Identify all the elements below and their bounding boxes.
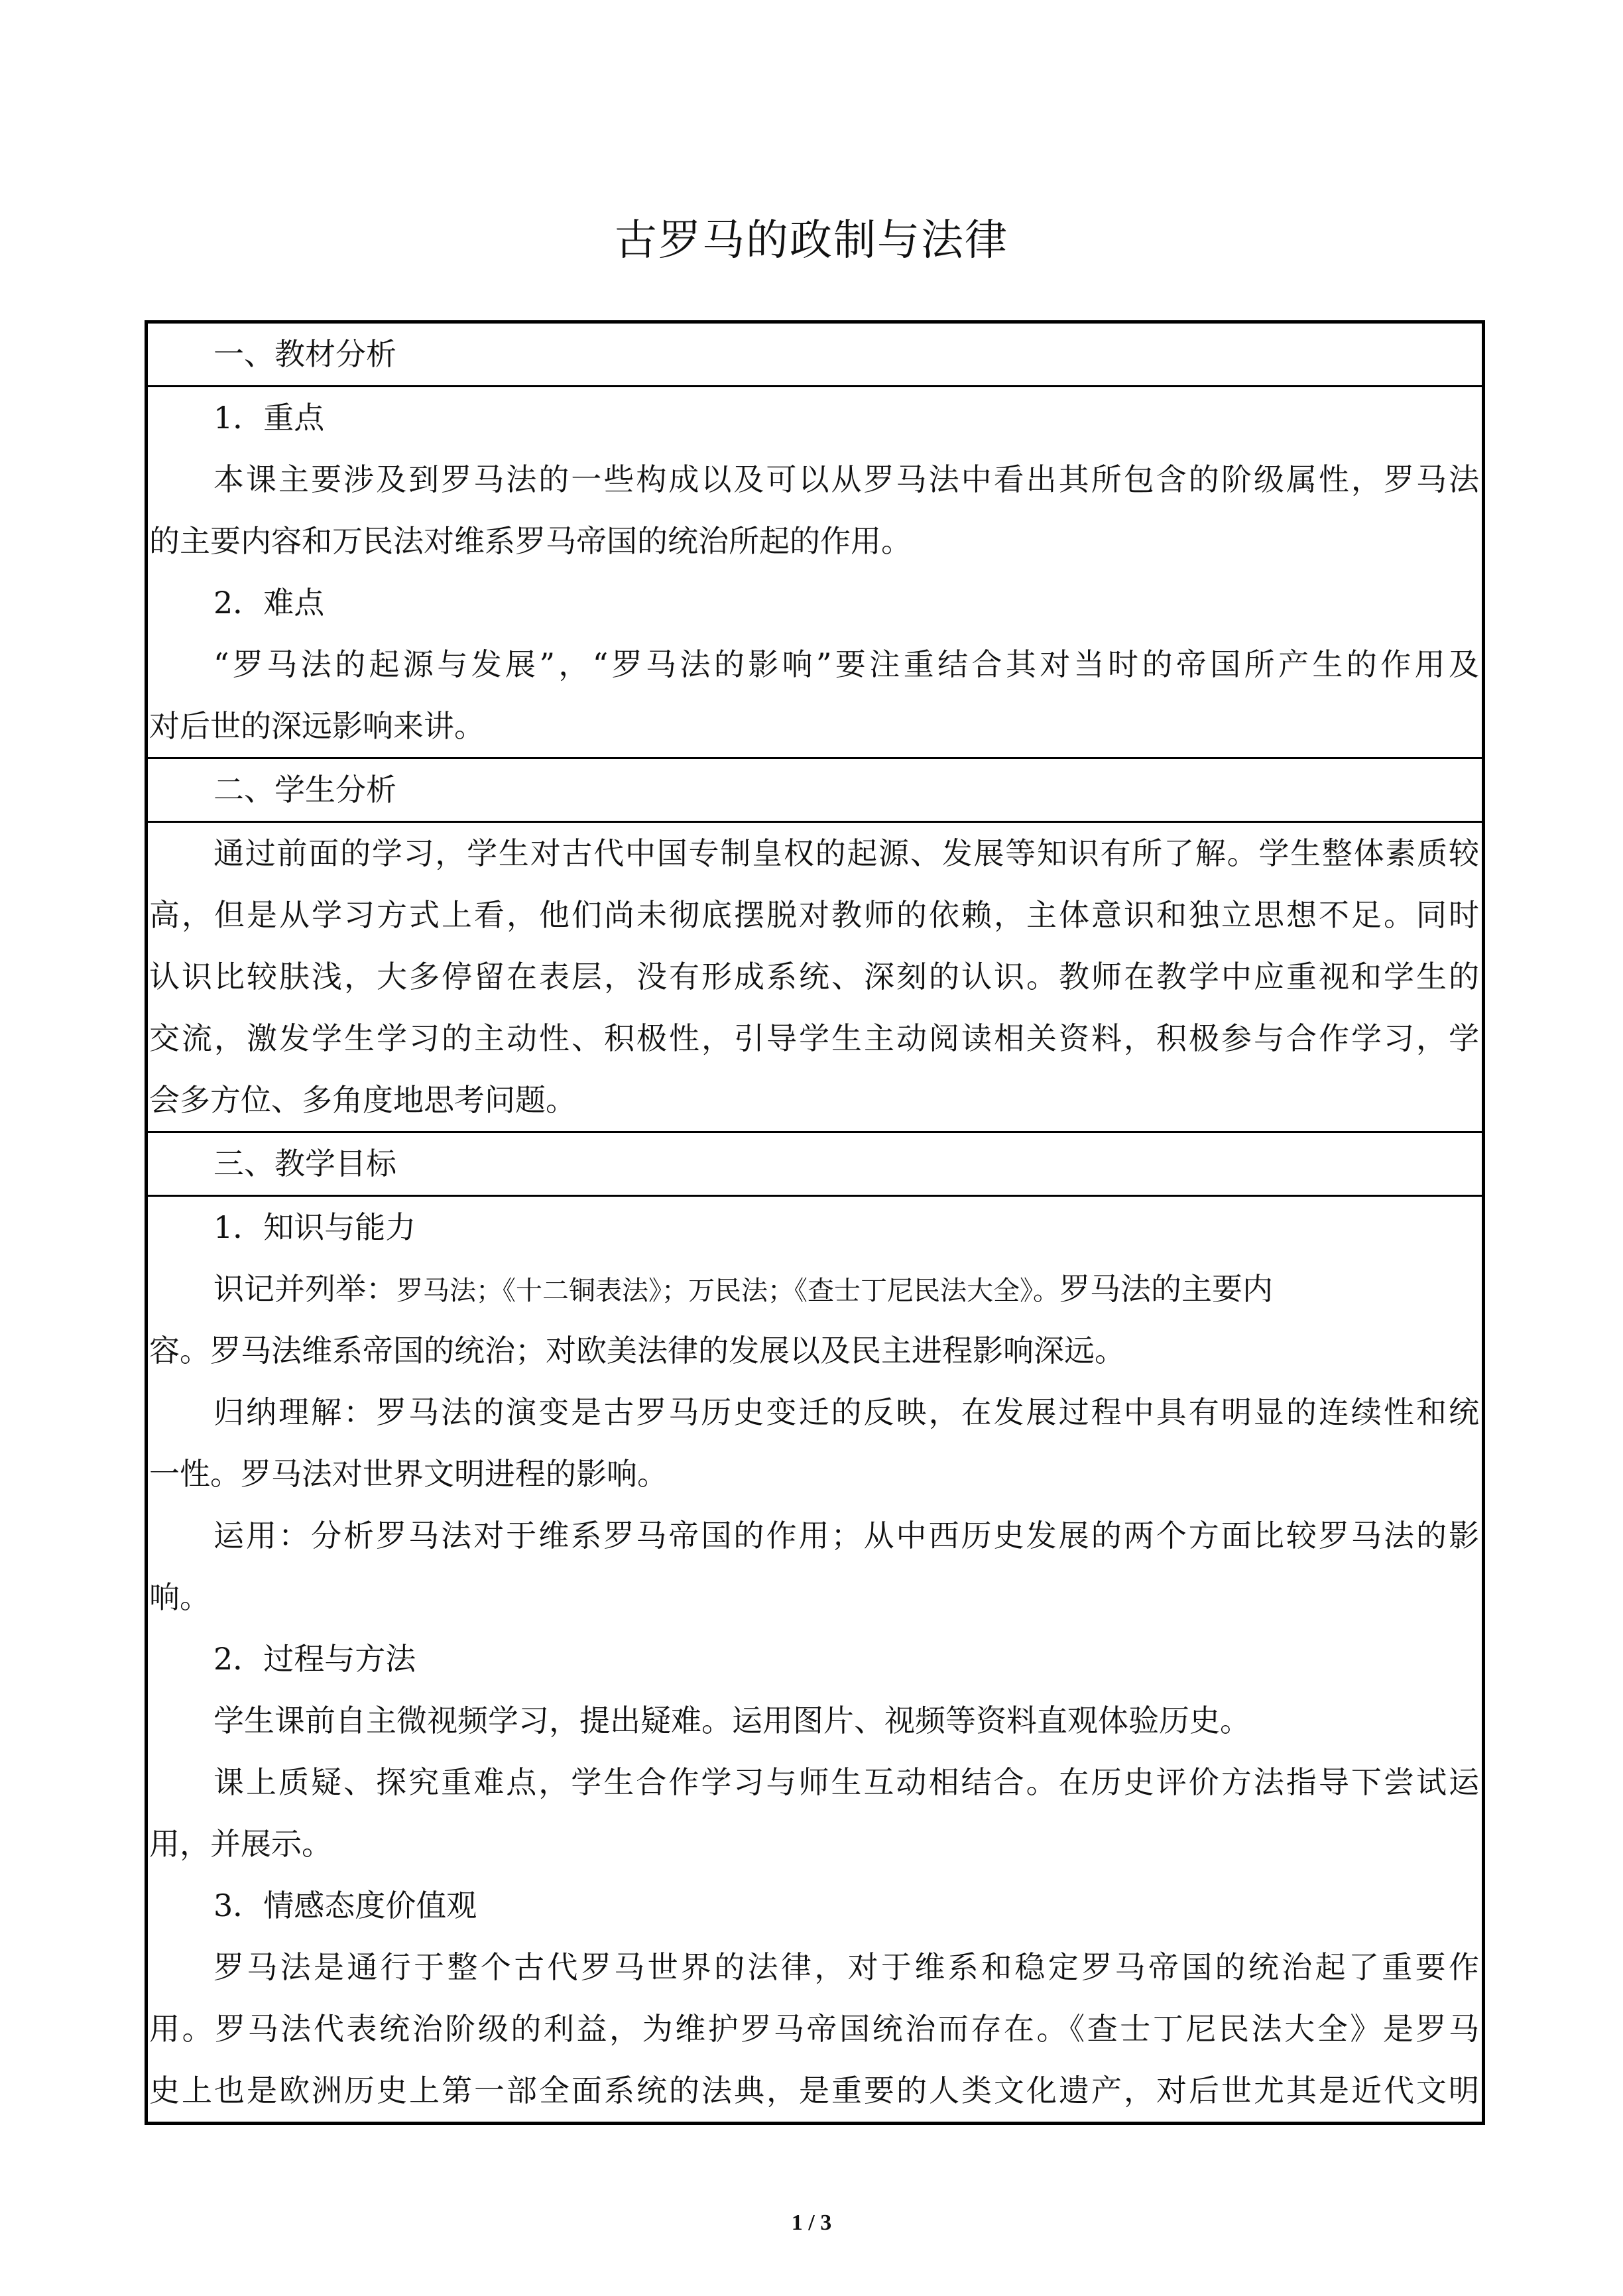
paragraph-line: 用，并展示。 <box>149 1826 332 1862</box>
paragraph-line: 容。罗马法维系帝国的统治；对欧美法律的发展以及民主进程影响深远。 <box>149 1333 1125 1368</box>
section-heading-row <box>148 324 1482 385</box>
subheading: 1．知识与能力 <box>213 1209 416 1245</box>
section-body-row <box>148 821 1482 1131</box>
section-body-row <box>148 385 1482 757</box>
section-heading-row <box>148 1131 1482 1195</box>
paragraph-line: 归纳理解：罗马法的演变是古罗马历史变迁的反映，在发展过程中具有明显的连续性和统 <box>213 1394 1479 1430</box>
section-heading: 二、学生分析 <box>213 772 396 808</box>
paragraph-line: 用。罗马法代表统治阶级的利益，为维护罗马帝国统治而存在。《查士丁尼民法大全》是罗马 <box>149 2011 1479 2047</box>
paragraph-line: 会多方位、多角度地思考问题。 <box>149 1082 576 1118</box>
paragraph-line: 史上也是欧洲历史上第一部全面系统的法典，是重要的人类文化遗产，对后世尤其是近代文明 <box>149 2073 1479 2108</box>
paragraph-line: 罗马法是通行于整个古代罗马世界的法律，对于维系和稳定罗马帝国的统治起了重要作 <box>213 1949 1479 1985</box>
subheading: 3．情感态度价值观 <box>213 1888 477 1923</box>
section-body-row <box>148 1195 1482 2122</box>
paragraph-line: 的主要内容和万民法对维系罗马帝国的统治所起的作用。 <box>149 523 912 559</box>
paragraph-line: 对后世的深远影响来讲。 <box>149 708 485 744</box>
paragraph-line: 通过前面的学习，学生对古代中国专制皇权的起源、发展等知识有所了解。学生整体素质较 <box>213 835 1479 871</box>
section-heading: 一、教材分析 <box>213 336 396 372</box>
text-run-small: 罗马法；《十二铜表法》；万民法；《查士丁尼民法大全》。 <box>396 1276 1059 1306</box>
page-number: 1 / 3 <box>791 2210 832 2235</box>
subheading: 2．难点 <box>213 585 325 621</box>
paragraph-line: 运用：分析罗马法对于维系罗马帝国的作用；从中西历史发展的两个方面比较罗马法的影 <box>213 1518 1479 1553</box>
paragraph-line: 一性。罗马法对世界文明进程的影响。 <box>149 1456 668 1492</box>
section-heading: 三、教学目标 <box>213 1146 396 1181</box>
text-run: 识记并列举： <box>213 1271 396 1307</box>
paragraph-line: 认识比较肤浅，大多停留在表层，没有形成系统、深刻的认识。教师在教学中应重视和学生的 <box>149 959 1479 995</box>
paragraph-line <box>148 1258 1482 1320</box>
paragraph-line: 学生课前自主微视频学习，提出疑难。运用图片、视频等资料直观体验历史。 <box>213 1703 1250 1738</box>
section-heading-row <box>148 757 1482 821</box>
text-run: 罗马法的主要内 <box>1059 1271 1273 1307</box>
paragraph-line: “罗马法的起源与发展”，“罗马法的影响”要注重结合其对当时的帝国所产生的作用及 <box>213 646 1479 682</box>
lesson-plan-table <box>145 320 1485 2125</box>
subheading: 2．过程与方法 <box>213 1641 416 1677</box>
paragraph-line: 响。 <box>149 1579 210 1615</box>
paragraph-line: 本课主要涉及到罗马法的一些构成以及可以从罗马法中看出其所包含的阶级属性，罗马法 <box>213 461 1479 497</box>
paragraph-line: 课上质疑、探究重难点，学生合作学习与师生互动相结合。在历史评价方法指导下尝试运 <box>213 1764 1479 1800</box>
document-title: 古罗马的政制与法律 <box>615 216 1008 265</box>
paragraph-line: 高，但是从学习方式上看，他们尚未彻底摆脱对教师的依赖，主体意识和独立思想不足。同时 <box>149 897 1479 933</box>
subheading: 1．重点 <box>213 400 325 436</box>
paragraph-line: 交流，激发学生学习的主动性、积极性，引导学生主动阅读相关资料，积极参与合作学习，学 <box>149 1020 1479 1056</box>
